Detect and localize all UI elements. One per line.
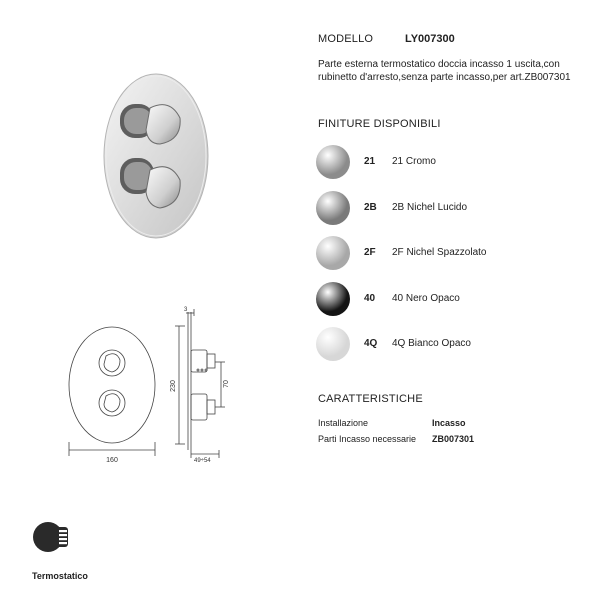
dim-height: 230 xyxy=(170,380,177,392)
wall-plate xyxy=(104,74,208,238)
finish-item xyxy=(316,191,586,225)
finish-swatch xyxy=(316,145,350,179)
finish-name: 4Q Bianco Opaco xyxy=(392,338,471,349)
spec-value: ZB007301 xyxy=(432,434,475,444)
product-description: Parte esterna termostatico doccia incasso 1 uscita,con rubinetto d'arresto,senza parte incasso,per art.ZB007301 xyxy=(318,59,571,83)
spec-label: Installazione xyxy=(318,418,369,428)
spec-value: Incasso xyxy=(432,418,466,428)
finish-name: 21 Cromo xyxy=(392,156,436,167)
finish-code: 2F xyxy=(364,247,376,258)
spec-label: Parti Incasso necessarie xyxy=(318,434,417,444)
finish-code: 21 xyxy=(364,156,376,167)
side-lower-knob xyxy=(191,394,207,420)
finish-name: 40 Nero Opaco xyxy=(392,293,460,304)
thermostatic-icon xyxy=(32,519,74,555)
finish-name: 2B Nichel Lucido xyxy=(392,202,468,213)
finish-swatch xyxy=(316,236,350,270)
dim-spacing: 70 xyxy=(223,380,230,388)
dim-thickness: 3 xyxy=(184,307,188,313)
finish-item xyxy=(316,327,586,361)
product-photo xyxy=(98,66,218,246)
technical-drawing xyxy=(58,304,238,464)
finish-item xyxy=(316,236,586,270)
finish-name: 2F Nichel Spazzolato xyxy=(392,247,487,258)
finish-item xyxy=(316,282,586,316)
finishes-title: FINITURE DISPONIBILI xyxy=(318,118,441,130)
finish-item xyxy=(316,145,586,179)
finish-code: 4Q xyxy=(364,338,378,349)
finish-swatch xyxy=(316,327,350,361)
side-upper-knob xyxy=(191,350,207,372)
finish-swatch xyxy=(316,282,350,316)
finish-swatch xyxy=(316,191,350,225)
characteristics-title: CARATTERISTICHE xyxy=(318,393,423,405)
thermostatic-label: Termostatico xyxy=(32,571,88,581)
dim-depth: 49÷54 xyxy=(194,458,211,464)
front-view-plate xyxy=(69,327,155,443)
model-label: MODELLO xyxy=(318,33,374,45)
dim-width: 160 xyxy=(106,457,118,464)
finish-code: 40 xyxy=(364,293,376,304)
model-code: LY007300 xyxy=(405,33,455,45)
finish-code: 2B xyxy=(364,202,377,213)
